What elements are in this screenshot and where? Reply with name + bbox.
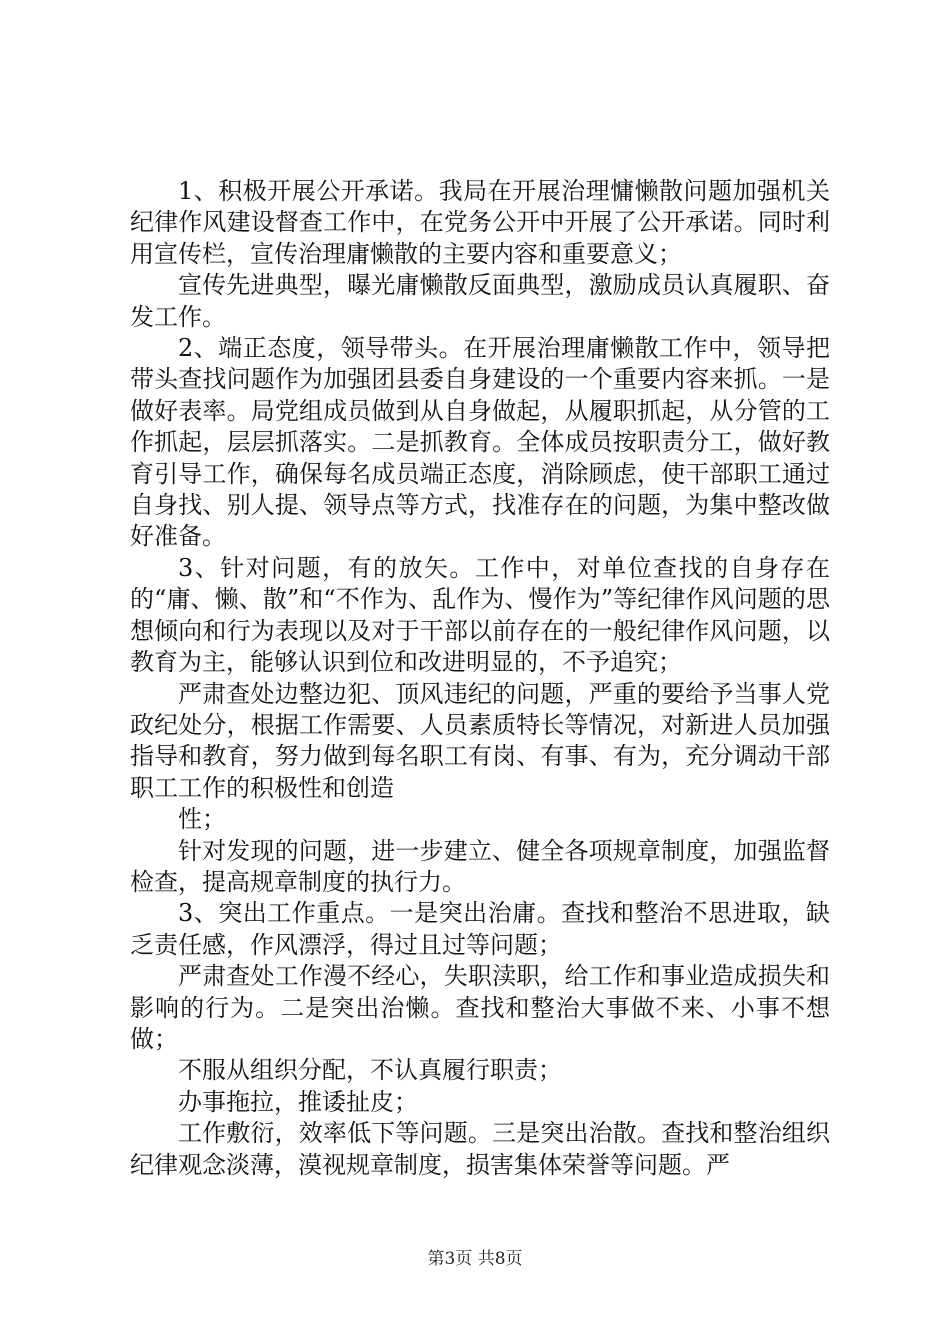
paragraph-11: 办事拖拉，推诿扯皮； — [178, 1087, 418, 1116]
paragraph-5: 严肃查处边整边犯、顶风违纪的问题，严重的要给予当事人党政纪处分，根据工作需要、人员素质特长等情况，对新进人员加强指导和教育，努力做到每名职工有岗、有事、有为，充分调动干部职工工作的积极性和创造 — [130, 679, 830, 802]
page-footer: 第3页 共8页 — [427, 1249, 523, 1269]
paragraph-2: 宣传先进典型，曝光庸懒散反面典型，激励成员认真履职、奋发工作。 — [130, 271, 830, 331]
paragraph-6: 性； — [178, 805, 226, 834]
paragraph-9: 严肃查处工作漫不经心，失职渎职，给工作和事业造成损失和影响的行为。二是突出治懒。查找和整治大事做不来、小事不想做； — [130, 962, 830, 1053]
paragraph-12: 工作敷衍，效率低下等问题。三是突出治散。查找和整治组织纪律观念淡薄，漠视规章制度，损害集体荣誉等问题。严 — [130, 1119, 830, 1179]
paragraph-7: 针对发现的问题，进一步建立、健全各项规章制度，加强监督检查，提高规章制度的执行力。 — [130, 836, 830, 896]
paragraph-1: 1、积极开展公开承诺。我局在开展治理慵懒散问题加强机关纪律作风建设督查工作中，在党务公开中开展了公开承诺。同时利用宣传栏，宣传治理庸懒散的主要内容和重要意义； — [130, 177, 830, 268]
document-body — [130, 176, 830, 1181]
paragraph-4: 3、针对问题，有的放矢。工作中，对单位查找的自身存在的“庸、懒、散”和“不作为、乱作为、慢作为”等纪律作风问题的思想倾向和行为表现以及对于干部以前存在的一般纪律作风问题，以教育为主，能够认识到位和改进明显的，不予追究； — [130, 553, 830, 677]
paragraph-8: 3、突出工作重点。一是突出治庸。查找和整治不思进取，缺乏责任感，作风漂浮，得过且过等问题； — [130, 899, 830, 959]
paragraph-10: 不服从组织分配，不认真履行职责； — [178, 1056, 562, 1085]
paragraph-3: 2、端正态度，领导带头。在开展治理庸懒散工作中，领导把带头查找问题作为加强团县委自身建设的一个重要内容来抓。一是做好表率。局党组成员做到从自身做起，从履职抓起，从分管的工作抓起，层层抓落实。二是抓教育。全体成员按职责分工，做好教育引导工作，确保每名成员端正态度，消除顾虑，使干部职工通过自身找、别人提、领导点等方式，找准存在的问题，为集中整改做好准备。 — [130, 334, 830, 551]
